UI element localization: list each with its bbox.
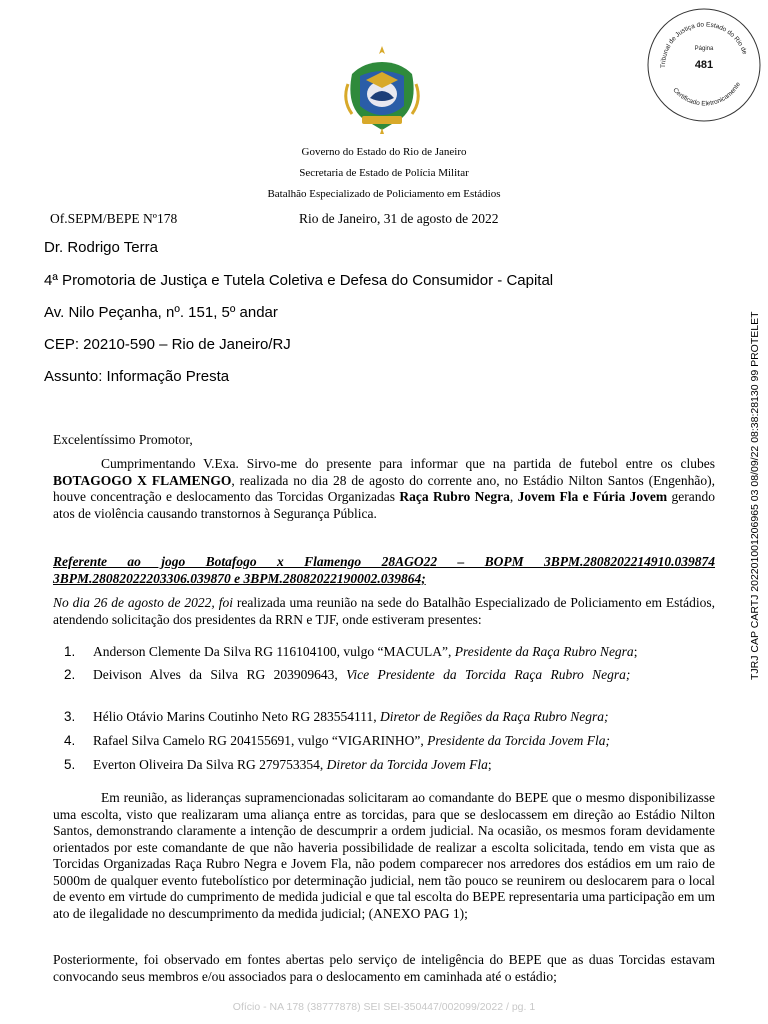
court-page-stamp (645, 6, 763, 124)
header-secretariat: Secretaria de Estado de Polícia Militar (299, 167, 469, 179)
paragraph-meeting: No dia 26 de agosto de 2022, foi realizada uma reunião na sede do Batalhão Especializado de Policiamento em Estádios, atendendo solicitação dos presidentes da RRN e TJF, onde estiveram presentes: (53, 595, 715, 627)
header-battalion: Batalhão Especializado de Policiamento em Estádios (267, 188, 501, 200)
attendee-item: 3. Hélio Otávio Marins Coutinho Neto RG 283554111, Diretor de Regiões da Raça Rubro Negra; (64, 709, 609, 724)
paragraph-intro: Cumprimentando V.Exa. Sirvo-me do presente para informar que na partida de futebol entre os clubes BOTAGOGO X FLAMENGO, realizada no dia 28 de agosto do corrente ano, no Estádio Nilton Santos (Engenhão), houve concentração e deslocamento das Torcidas Organizadas Raça Rubro Negra, Jovem Fla e Fúria Jovem gerando atos de violência causando transtornos à Segurança Pública. (53, 456, 716, 521)
salutation: Excelentíssimo Promotor, (53, 432, 193, 447)
letter-subject: Assunto: Informação Presta (44, 368, 230, 385)
recipient-street: Av. Nilo Peçanha, nº. 151, 5º andar (44, 304, 278, 321)
letter-reference: Of.SEPM/BEPE Nº178 (50, 211, 178, 226)
stamp-page-label: Página (694, 46, 714, 52)
recipient-name: Dr. Rodrigo Terra (44, 239, 158, 256)
attendee-item: 1. Anderson Clemente Da Silva RG 116104100, vulgo “MACULA”, Presidente da Raça Rubro Negra; (64, 644, 638, 659)
paragraph-meeting-details: Em reunião, as lideranças supramencionadas solicitaram ao comandante do BEPE que o mesmo disponibilizasse uma escolta, visto que realizaram uma aliança entre as torcidas, para que se deslocassem em direção ao Estádio Nilton Santos, demonstrando claramente a intenção de descumprir a ordem judicial. Na ocasião, os mesmos foram devidamente orientados por este comandante de que não haveria possibilidade de realizar a escolta solicitada, tendo em vista que as Torcidas Organizadas Raça Rubro Negra e Jovem Fla, não podem comparecer nos arredores dos estádios em um raio de 5000m de qualquer evento futebolístico por determinação judicial, nem tão pouco se reunirem ou deslocarem para o local de evento em virtude do cumprimento de medida judicial e que tal escolta do BEPE representaria uma participação em um ato de ilegalidade no descumprimento da medida judicial; (ANEXO PAG 1); (53, 790, 715, 921)
protocol-side-text: TJRJ CAP CARTJ 202201001206965 03 08/09/22 08:38:28130 99 PROTELET (749, 311, 761, 680)
attendee-item: 5. Everton Oliveira Da Silva RG 279753354, Diretor da Torcida Jovem Fla; (64, 757, 492, 772)
protocol-side-stamp (725, 311, 761, 680)
header-government: Governo do Estado do Rio de Janeiro (301, 146, 467, 158)
stamp-bottom-text: Certificado Eletronicamente (671, 81, 743, 108)
attendee-item: 4. Rafael Silva Camelo RG 204155691, vulgo “VIGARINHO”, Presidente da Torcida Jovem Fla; (64, 733, 611, 748)
stamp-ring-text: Tribunal de Justiça do Estado do Rio de (659, 21, 749, 69)
stamp-page-number: 481 (694, 59, 714, 71)
paragraph-intelligence: Posteriormente, foi observado em fontes abertas pelo serviço de inteligência do BEPE que as duas Torcidas estavam convocando seus membros e/ou associados para o deslocamento em caminhada até o estádio; (53, 952, 715, 984)
match-reference: Referente ao jogo Botafogo x Flamengo 28AGO22 – BOPM 3BPM.2808202214910.039874 3BPM.28082022203306.039870 e 3BPM.28082022190002.039864; (53, 554, 715, 586)
page-footer: Ofício - NA 178 (38777878) SEI SEI-350447/002099/2022 / pg. 1 (232, 1001, 536, 1013)
state-coat-of-arms (340, 44, 424, 136)
attendee-item: 2. Deivison Alves da Silva RG 203909643, Vice Presidente da Torcida Raça Rubro Negra; (64, 667, 631, 682)
recipient-office: 4ª Promotoria de Justiça e Tutela Coletiva e Defesa do Consumidor - Capital (44, 272, 554, 289)
letter-date: Rio de Janeiro, 31 de agosto de 2022 (299, 211, 499, 226)
recipient-cep: CEP: 20210-590 – Rio de Janeiro/RJ (44, 336, 291, 353)
